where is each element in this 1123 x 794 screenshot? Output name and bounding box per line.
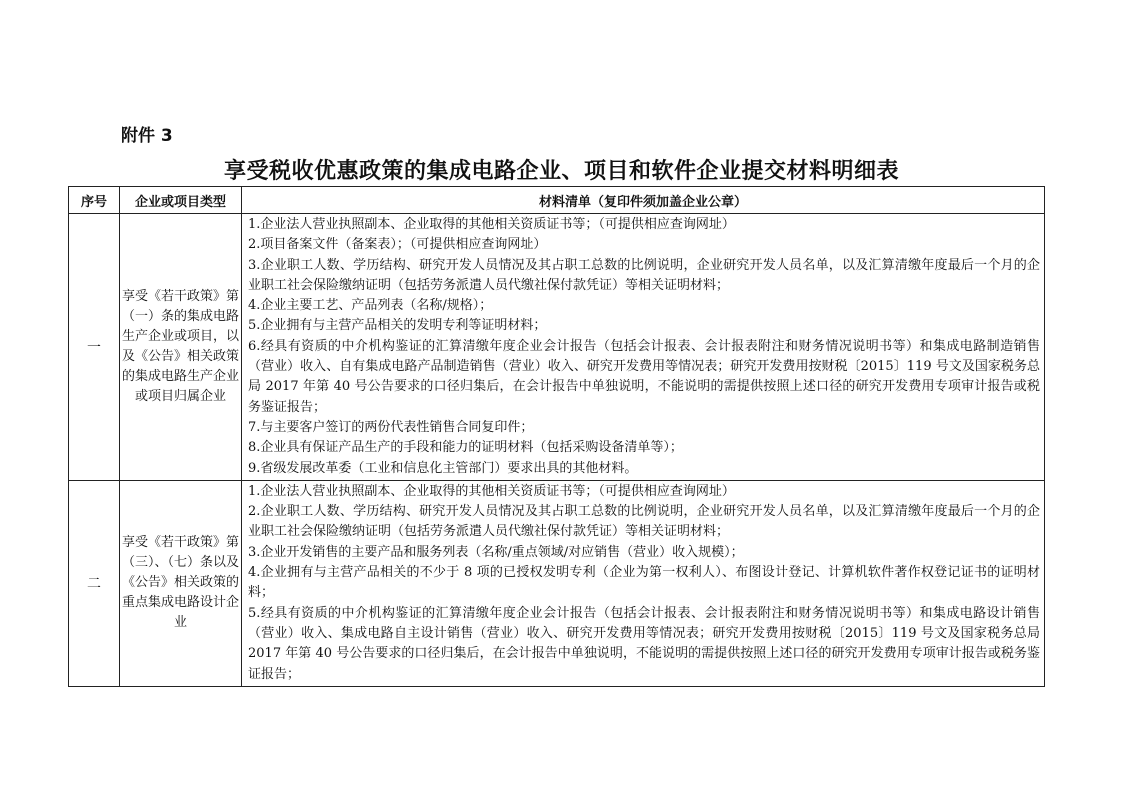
material-item: 7.与主要客户签订的两份代表性销售合同复印件； (248, 419, 534, 435)
table-row (69, 480, 1045, 686)
document-title: 享受税收优惠政策的集成电路企业、项目和软件企业提交材料明细表 (223, 158, 899, 184)
row-seq: 二 (69, 480, 120, 686)
material-item: 1.企业法人营业执照副本、企业取得的其他相关资质证书等；（可提供相应查询网址） (248, 217, 735, 232)
header-type: 企业或项目类型 (120, 187, 242, 214)
row-type: 享受《若干政策》第（三）、（七）条以及《公告》相关政策的重点集成电路设计企业 (120, 480, 242, 686)
row-materials (242, 214, 1045, 481)
header-seq: 序号 (69, 187, 120, 214)
material-item: 1.企业法人营业执照副本、企业取得的其他相关资质证书等；（可提供相应查询网址） (248, 483, 735, 499)
material-item: 4.企业拥有与主营产品相关的不少于 8 项的已授权发明专利（企业为第一权利人）、布图设计登记、计算机软件著作权登记证书的证明材料； (248, 565, 1040, 601)
material-item: 2.企业职工人数、学历结构、研究开发人员情况及其占职工总数的比例说明，企业研究开发人员名单，以及汇算清缴年度最后一个月的企业职工社会保险缴纳证明（包括劳务派遣人员代缴社保付款凭证）等相关证明材料； (248, 504, 1040, 540)
material-item: 4.企业主要工艺、产品列表（名称/规格）； (248, 298, 493, 314)
material-item: 5.经具有资质的中介机构鉴证的汇算清缴年度企业会计报告（包括会计报表、会计报表附注和财务情况说明书等）和集成电路设计销售（营业）收入、集成电路自主设计销售（营业）收入、研究开发费用等情况表；研究开发费用按财税〔2015〕119 号文及国家税务总局 2017 年第 40 号公告要求的口径归集后，在会计报告中单独说明，不能说明的需提供按照上述口径的研究开发费用专项审计报告或税务鉴证报告； (248, 605, 1040, 682)
material-item: 3.企业职工人数、学历结构、研究开发人员情况及其占职工总数的比例说明，企业研究开发人员名单，以及汇算清缴年度最后一个月的企业职工社会保险缴纳证明（包括劳务派遣人员代缴社保付款凭证）等相关证明材料； (248, 257, 1040, 293)
material-item: 3.企业开发销售的主要产品和服务列表（名称/重点领域/对应销售（营业）收入规模）； (248, 544, 744, 560)
row-materials (242, 480, 1045, 686)
material-item: 5.企业拥有与主营产品相关的发明专利等证明材料； (248, 318, 547, 334)
materials-table (68, 186, 1045, 687)
material-item: 9.省级发展改革委（工业和信息化主管部门）要求出具的其他材料。 (248, 460, 638, 476)
header-materials: 材料清单（复印件须加盖企业公章） (242, 187, 1045, 214)
attachment-label: 附件 3 (121, 126, 173, 146)
material-item: 6.经具有资质的中介机构鉴证的汇算清缴年度企业会计报告（包括会计报表、会计报表附注和财务情况说明书等）和集成电路制造销售（营业）收入、自有集成电路产品制造销售（营业）收入、研究开发费用等情况表；研究开发费用按财税〔2015〕119 号文及国家税务总局 2017 年第 40 号公告要求的口径归集后，在会计报告中单独说明，不能说明的需提供按照上述口径的研究开发费用专项审计报告或税务鉴证报告； (248, 338, 1040, 415)
row-seq: 一 (69, 214, 120, 481)
material-item: 8.企业具有保证产品生产的手段和能力的证明材料（包括采购设备清单等）； (248, 440, 683, 456)
material-item: 2.项目备案文件（备案表）；（可提供相应查询网址） (248, 237, 547, 253)
table-row (69, 214, 1045, 481)
row-type: 享受《若干政策》第（一）条的集成电路生产企业或项目，以及《公告》相关政策的集成电路生产企业或项目归属企业 (120, 214, 242, 481)
table-header-row (69, 187, 1045, 214)
